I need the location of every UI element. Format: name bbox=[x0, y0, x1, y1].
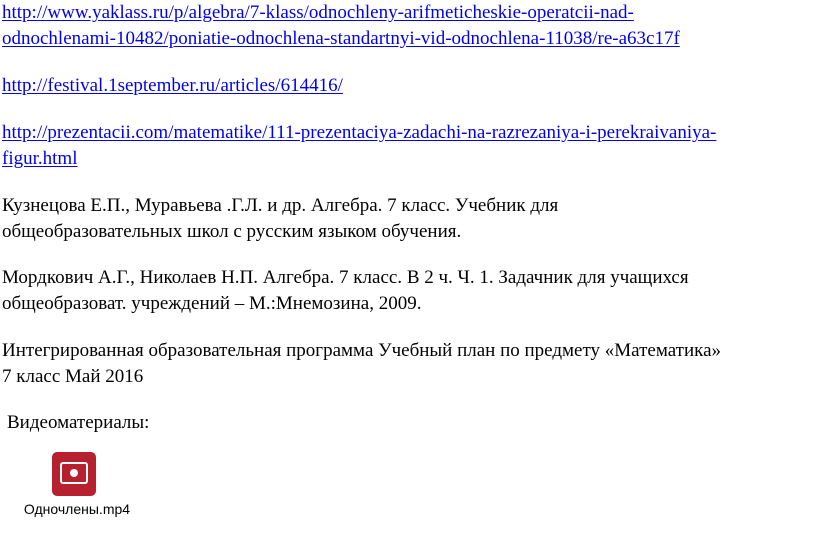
reference-kuznetsova bbox=[2, 193, 814, 245]
link-festival[interactable] bbox=[2, 73, 814, 99]
reference-line: общеобразоват. учреждений – М.:Мнемозина, 2009. bbox=[2, 293, 422, 314]
reference-line: Кузнецова Е.П., Муравьева .Г.Л. и др. Алгебра. 7 класс. Учебник для bbox=[2, 195, 559, 216]
link-line: http://festival.1september.ru/articles/614416/ bbox=[2, 75, 343, 96]
link-line: odnochlenami-10482/poniatie-odnochlena-standartnyi-vid-odnochlena-11038/re-a63c17f bbox=[2, 28, 680, 49]
link-line: http://prezentacii.com/matematike/111-prezentaciya-zadachi-na-razrezaniya-i-perekraivaniya- bbox=[2, 122, 717, 143]
video-section-heading: Видеоматериалы: bbox=[7, 412, 150, 433]
link-line: http://www.yaklass.ru/p/algebra/7-klass/odnochleny-arifmeticheskie-operatcii-nad- bbox=[2, 2, 634, 23]
reference-line: Интегрированная образовательная программа Учебный план по предмету «Математика» bbox=[2, 340, 722, 361]
reference-link-yaklass bbox=[2, 0, 814, 52]
link-prezentacii[interactable] bbox=[2, 120, 814, 172]
video-file-icon[interactable] bbox=[52, 452, 96, 496]
link-yaklass[interactable] bbox=[2, 0, 814, 52]
reference-link-festival bbox=[2, 73, 814, 99]
video-screen-shape bbox=[60, 462, 88, 484]
file-name-label: Одночлены.mp4 bbox=[23, 501, 131, 517]
reference-curriculum bbox=[2, 338, 814, 390]
link-line: figur.html bbox=[2, 148, 78, 169]
reference-mordkovich bbox=[2, 265, 814, 317]
video-file-attachment[interactable] bbox=[12, 452, 142, 522]
reference-line: 7 класс Май 2016 bbox=[2, 366, 144, 387]
reference-link-prezentacii bbox=[2, 120, 814, 172]
video-dot-shape bbox=[70, 469, 78, 477]
reference-line: общеобразовательных школ с русским языком обучения. bbox=[2, 221, 462, 242]
reference-line: Мордкович А.Г., Николаев Н.П. Алгебра. 7 класс. В 2 ч. Ч. 1. Задачник для учащихся bbox=[2, 267, 689, 288]
